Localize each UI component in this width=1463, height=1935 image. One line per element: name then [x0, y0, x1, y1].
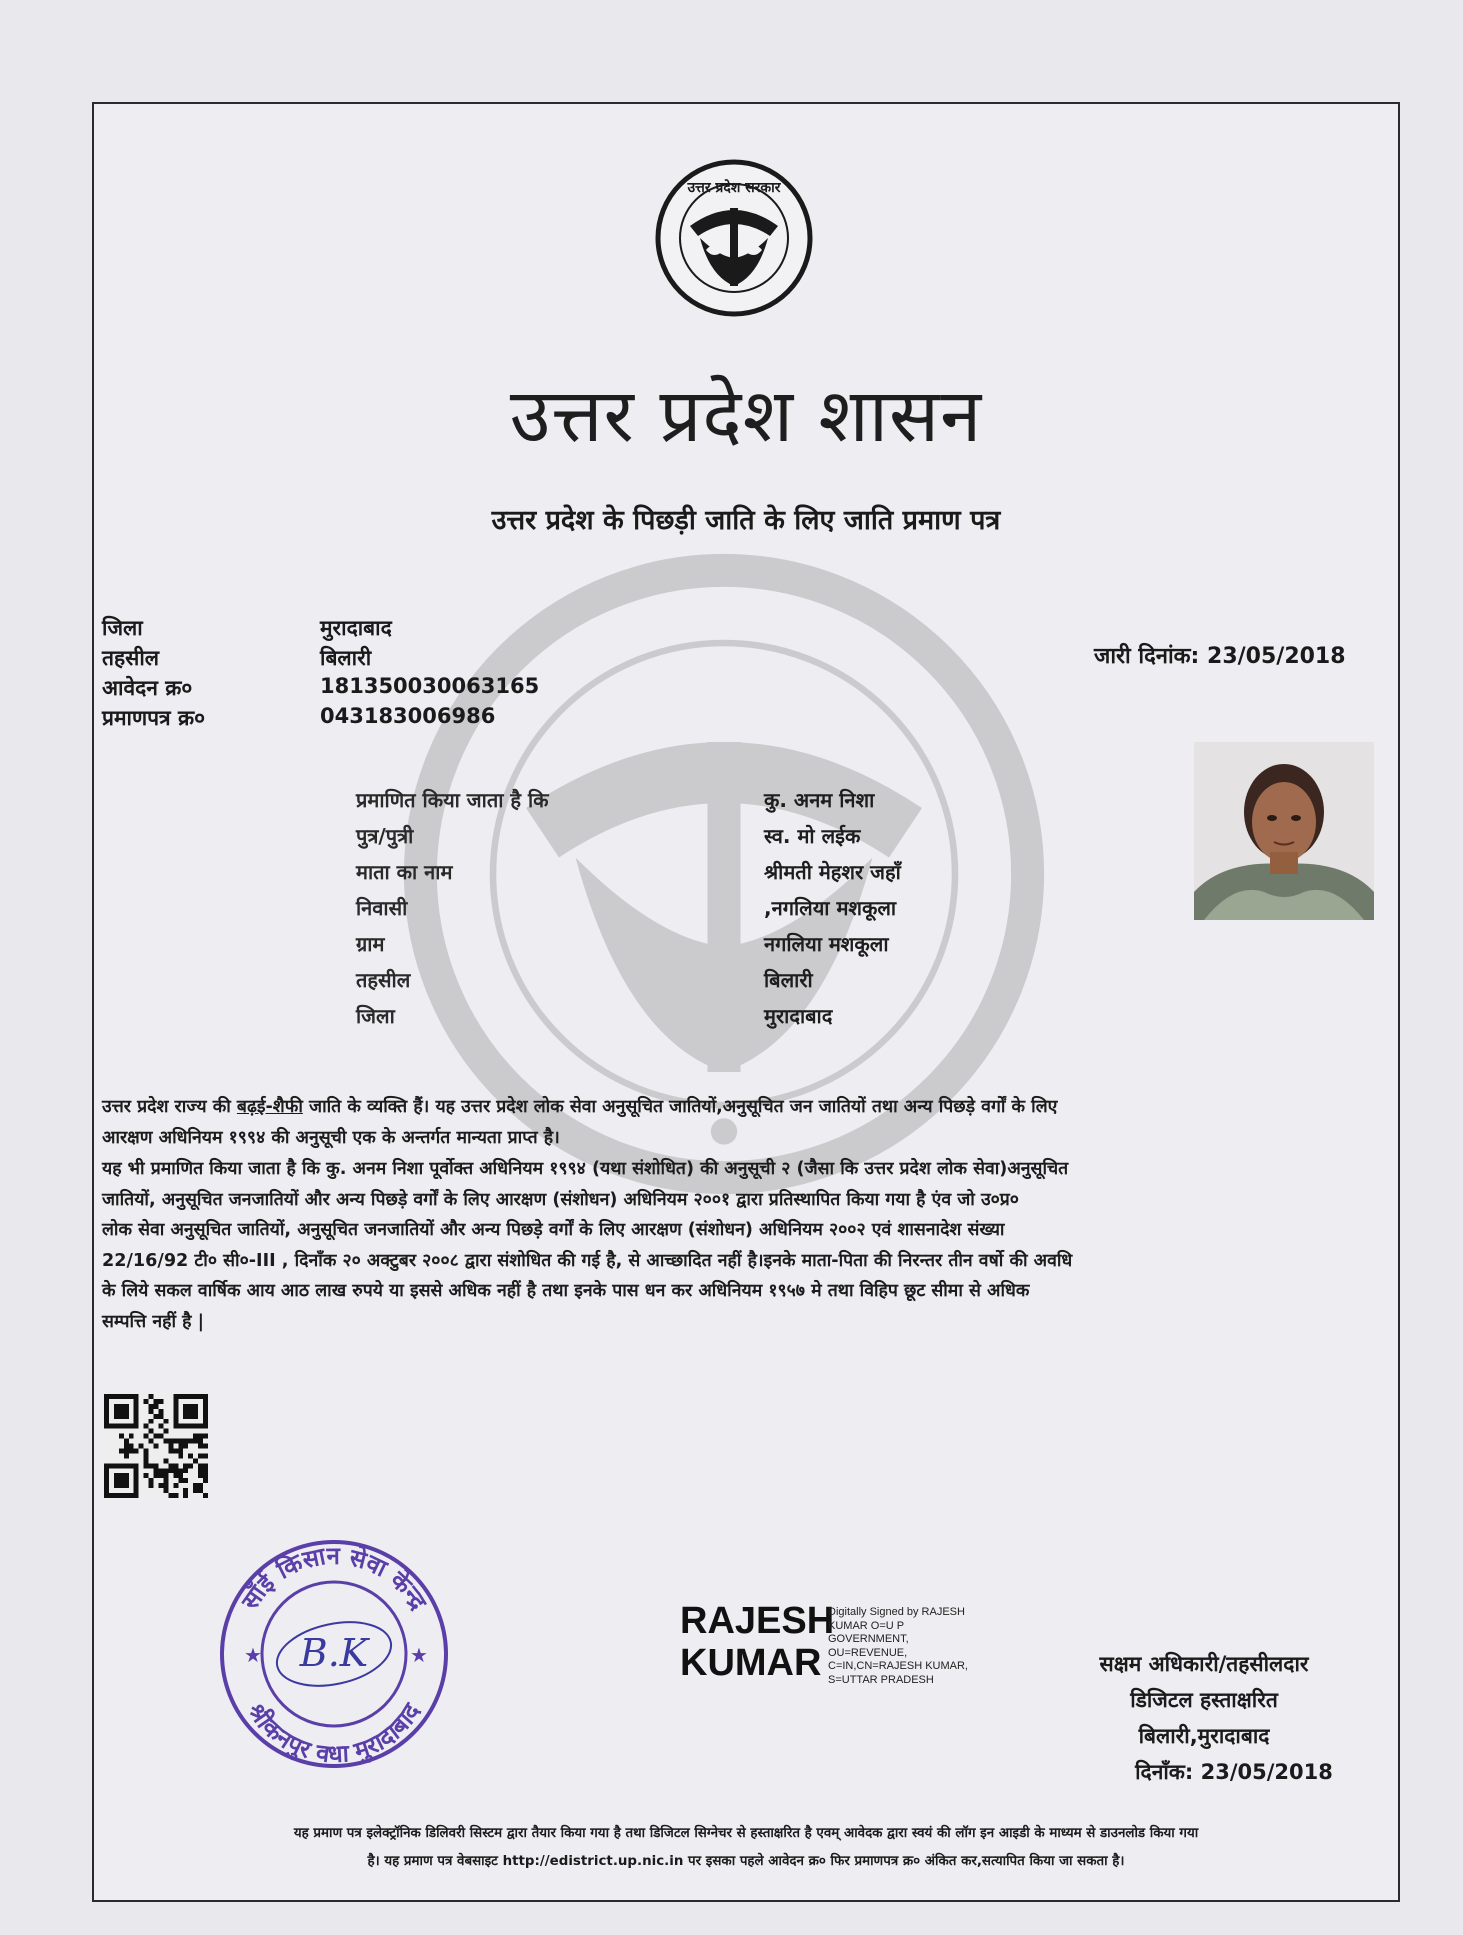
- meta-value-tehsil: बिलारी: [320, 646, 372, 670]
- issue-date: जारी दिनांक: 23/05/2018: [1094, 644, 1346, 669]
- paragraph-line: यह भी प्रमाणित किया जाता है कि कु. अनम निशा पूर्वोक्त अधिनियम १९९४ (यथा संशोधित) की अनुसूची २ (जैसा कि उत्तर प्रदेश लोक सेवा)अनुसूचित: [102, 1159, 1069, 1179]
- sub-title: उत्तर प्रदेश के पिछड़ी जाति के लिए जाति प्रमाण पत्र: [491, 505, 1001, 536]
- signature-detail-line: KUMAR O=U P: [828, 1619, 905, 1632]
- certificate-sheet: [92, 102, 1400, 1902]
- meta-value-certificate-no: 043183006986: [320, 704, 496, 728]
- paragraph-line: [102, 1092, 1392, 1123]
- paragraph-line: 22/16/92 टी० सी०-III , दिनाँक २० अक्टुबर २००८ द्वारा संशोधित की गई है, से आच्छादित नहीं है।इनके माता-पिता की निरन्तर तीन वर्षो की अवधि: [102, 1250, 1073, 1271]
- detail-label-resident: निवासी: [356, 896, 408, 920]
- paragraph-line: जातियों, अनुसूचित जनजातियों और अन्य पिछड़े वर्गों के लिए आरक्षण (संशोधन) अधिनियम २००१ द्वारा प्रतिस्थापित किया गया है एंव जो उ०प्र०: [102, 1189, 1019, 1210]
- detail-value-name: कु. अनम निशा: [764, 788, 875, 812]
- meta-label-district: जिला: [102, 616, 143, 640]
- stamp-ring-text-bottom: श्रीकनपुर वधा मुरादाबाद: [242, 1697, 426, 1769]
- detail-value-mother: श्रीमती मेहशर जहाँ: [764, 860, 901, 884]
- svg-text:★: ★: [410, 1643, 428, 1667]
- emblem-text: उत्तर प्रदेश सरकार: [687, 180, 781, 196]
- footer-line: है। यह प्रमाण पत्र वेबसाइट http://edistrict.up.nic.in पर इसका पहले आवेदन क्र० फिर प्रमाणपत्र क्र० अंकित कर,सत्यापित किया जा सकता है।: [367, 1854, 1125, 1869]
- footer-line: यह प्रमाण पत्र इलेक्ट्रॉनिक डिलिवरी सिस्टम द्वारा तैयार किया गया है तथा डिजिटल सिग्नेचर से हस्ताक्षरित है एवम् आवेदक द्वारा स्वयं की लॉग इन आइडी के माध्यम से डाउनलोड किया गया: [293, 1826, 1199, 1841]
- stamp-initials: B.K: [299, 1631, 369, 1675]
- meta-label-tehsil: तहसील: [102, 646, 159, 670]
- para1-pre: उत्तर प्रदेश राज्य की: [102, 1097, 237, 1117]
- detail-value-district: मुरादाबाद: [764, 1004, 833, 1028]
- detail-label-mother: माता का नाम: [356, 860, 453, 884]
- meta-value-district: मुरादाबाद: [320, 616, 392, 640]
- signature-detail-line: C=IN,CN=RAJESH KUMAR,: [828, 1660, 968, 1672]
- signature-detail-line: GOVERNMENT,: [828, 1633, 909, 1645]
- detail-label-certified: प्रमाणित किया जाता है कि: [356, 788, 549, 812]
- up-govt-emblem-icon: [654, 158, 814, 318]
- paragraph-line: आरक्षण अधिनियम १९९४ की अनुसूची एक के अन्तर्गत मान्यता प्राप्त है।: [102, 1127, 560, 1148]
- paragraph-line: के लिये सकल वार्षिक आय आठ लाख रुपये या इससे अधिक नहीं है तथा इनके पास धन कर अधिनियम १९५७ मे तथा विहिप छूट सीमा से अधिक: [102, 1281, 1030, 1301]
- paragraph-income-statement: [102, 1154, 1392, 1337]
- seal-stamp-icon: [214, 1534, 454, 1774]
- detail-label-district: जिला: [356, 1004, 395, 1028]
- officer-designation: सक्षम अधिकारी/तहसीलदार: [1099, 1652, 1309, 1676]
- detail-value-tehsil: बिलारी: [764, 968, 813, 992]
- portrait-icon: [1194, 742, 1374, 920]
- signature-detail-line: Digitally Signed by RAJESH: [828, 1606, 965, 1618]
- svg-text:★: ★: [244, 1643, 262, 1667]
- detail-label-tehsil: तहसील: [356, 968, 411, 992]
- footer-note: [94, 1820, 1398, 1876]
- signer-name-line1: RAJESH: [680, 1600, 835, 1642]
- paragraph-line: सम्पत्ति नहीं है |: [102, 1311, 205, 1332]
- officer-date: दिनाँक: 23/05/2018: [1135, 1760, 1333, 1784]
- signer-name-line2: KUMAR: [680, 1642, 822, 1684]
- applicant-photo: [1194, 742, 1374, 920]
- meta-label-application-no: आवेदन क्र०: [102, 676, 193, 700]
- officer-digital-signed: डिजिटल हस्ताक्षरित: [1130, 1688, 1278, 1712]
- paragraph-caste-statement: [102, 1092, 1392, 1153]
- stamp-ring-text-top: साँई किसान सेवा केन्द्र: [236, 1541, 433, 1615]
- signature-detail-line: OU=REVENUE,: [828, 1646, 908, 1659]
- detail-value-father: स्व. मो लईक: [764, 824, 861, 848]
- detail-value-village: नगलिया मशकूला: [764, 932, 889, 956]
- paragraph-line: लोक सेवा अनुसूचित जातियों, अनुसूचित जनजातियों और अन्य पिछड़े वर्गों के लिए आरक्षण (संशोधन) अधिनियम २००२ एवं शासनादेश संख्या: [102, 1220, 1005, 1240]
- detail-label-child-of: पुत्र/पुत्री: [356, 824, 414, 848]
- para1-post: जाति के व्यक्ति हैं। यह उत्तर प्रदेश लोक सेवा अनुसूचित जातियों,अनुसूचित जन जातियों तथा अन्य पिछड़े वर्गों के लिए: [302, 1097, 1058, 1117]
- detail-value-resident: ,नगलिया मशकूला: [764, 896, 897, 920]
- digital-signature-details: [828, 1606, 1028, 1687]
- qr-code-icon: [104, 1394, 208, 1498]
- caste-name: बढ़ई-शैफी: [236, 1097, 303, 1117]
- meta-label-certificate-no: प्रमाणपत्र क्र०: [102, 706, 206, 730]
- officer-location: बिलारी,मुरादाबाद: [1138, 1724, 1270, 1748]
- detail-label-village: ग्राम: [356, 932, 385, 956]
- signature-detail-line: S=UTTAR PRADESH: [828, 1673, 934, 1686]
- meta-value-application-no: 181350030063165: [320, 674, 540, 698]
- digital-signer-name: [680, 1600, 834, 1684]
- main-title: उत्तर प्रदेश शासन: [509, 373, 983, 459]
